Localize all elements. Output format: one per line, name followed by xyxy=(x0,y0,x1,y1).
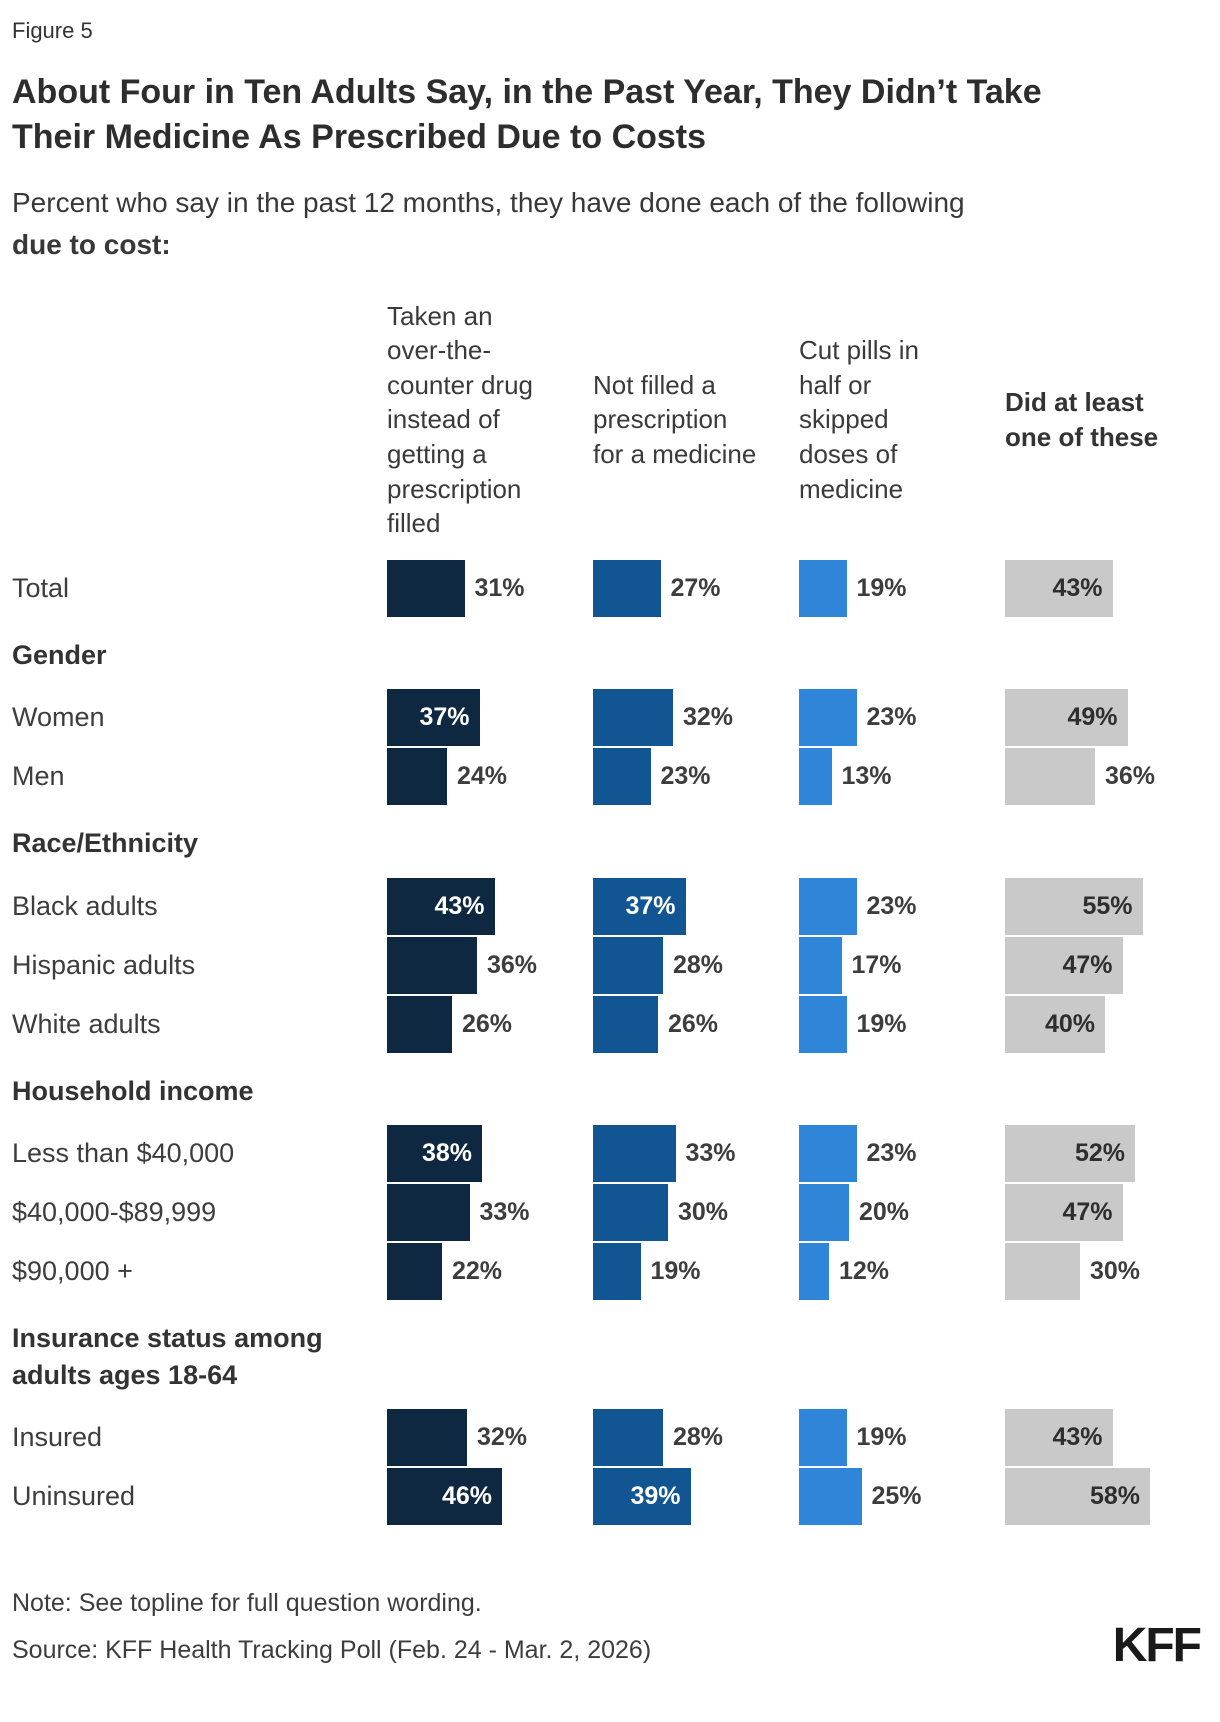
cell-40-000-89-999-col1 xyxy=(387,1184,593,1241)
bar-not-filled-a-prescription-for--black-adults xyxy=(593,878,686,935)
bar-not-filled-a-prescription-for--white-adults xyxy=(593,996,658,1053)
cell-total-col1 xyxy=(387,560,593,617)
value-label-insured-col1: 32% xyxy=(477,1422,528,1451)
cell-hispanic-adults-col1 xyxy=(387,937,593,994)
value-label-hispanic-adults-col4: 47% xyxy=(1062,950,1113,979)
bar-row-insured xyxy=(12,1409,1206,1466)
subtitle-regular: Percent who say in the past 12 months, they have done each of the following xyxy=(12,186,965,218)
cell-hispanic-adults-col3 xyxy=(799,937,1005,994)
value-label-total-col3: 19% xyxy=(856,573,907,602)
value-label-uninsured-col3: 25% xyxy=(871,1481,922,1510)
section-header-household-income: Household income xyxy=(12,1075,254,1106)
row-label-insured: Insured xyxy=(12,1421,103,1452)
value-label-black-adults-col4: 55% xyxy=(1082,891,1133,920)
cell-white-adults-col2 xyxy=(593,996,799,1053)
column-4 xyxy=(1005,385,1211,454)
row-label-90-000: $90,000 + xyxy=(12,1256,133,1287)
value-label-total-col4: 43% xyxy=(1052,573,1103,602)
cell-men-col4 xyxy=(1005,748,1211,805)
bar-taken-an-over-the-counter-drug-hispanic-adults xyxy=(387,937,477,994)
bar-cut-pills-in-half-or-skipped-d-uninsured xyxy=(799,1468,862,1525)
value-label-total-col2: 27% xyxy=(670,573,721,602)
bar-did-at-least-one-of-these-total xyxy=(1005,560,1113,617)
cell-white-adults-col1 xyxy=(387,996,593,1053)
bar-taken-an-over-the-counter-drug-90-000 xyxy=(387,1243,442,1300)
cell-total-col4 xyxy=(1005,560,1211,617)
value-label-white-adults-col2: 26% xyxy=(668,1009,719,1038)
value-label-black-adults-col3: 23% xyxy=(866,891,917,920)
value-label-men-col2: 23% xyxy=(660,762,711,791)
cell-less-than-40-000-col1 xyxy=(387,1125,593,1182)
cell-40-000-89-999-col3 xyxy=(799,1184,1005,1241)
value-label-less-than-40-000-col3: 23% xyxy=(866,1139,917,1168)
value-label-insured-col4: 43% xyxy=(1052,1422,1103,1451)
bar-cut-pills-in-half-or-skipped-d-40-000-89-999 xyxy=(799,1184,849,1241)
value-label-40-000-89-999-col4: 47% xyxy=(1062,1198,1113,1227)
column-header-cut-pills-in-half-or-skipped-d: Cut pills in half or skipped doses of medicine xyxy=(799,335,919,504)
cell-insured-col4 xyxy=(1005,1409,1211,1466)
bar-not-filled-a-prescription-for--uninsured xyxy=(593,1468,691,1525)
cell-90-000-col1 xyxy=(387,1243,593,1300)
bar-not-filled-a-prescription-for--insured xyxy=(593,1409,663,1466)
cell-less-than-40-000-col2 xyxy=(593,1125,799,1182)
cell-uninsured-col3 xyxy=(799,1468,1005,1525)
value-label-women-col4: 49% xyxy=(1067,703,1118,732)
bar-did-at-least-one-of-these-black-adults xyxy=(1005,878,1143,935)
bar-not-filled-a-prescription-for--90-000 xyxy=(593,1243,641,1300)
value-label-90-000-col2: 19% xyxy=(650,1257,701,1286)
value-label-40-000-89-999-col3: 20% xyxy=(859,1198,910,1227)
kff-logo: KFF xyxy=(1112,1618,1200,1672)
row-label-women: Women xyxy=(12,702,105,733)
cell-women-col2 xyxy=(593,689,799,746)
bar-taken-an-over-the-counter-drug-insured xyxy=(387,1409,467,1466)
bar-cut-pills-in-half-or-skipped-d-total xyxy=(799,560,847,617)
bar-not-filled-a-prescription-for--40-000-89-999 xyxy=(593,1184,668,1241)
source-text: Source: KFF Health Tracking Poll (Feb. 24 - Mar. 2, 2026) xyxy=(12,1635,652,1664)
bar-cut-pills-in-half-or-skipped-d-insured xyxy=(799,1409,847,1466)
value-label-women-col3: 23% xyxy=(866,703,917,732)
bar-taken-an-over-the-counter-drug-uninsured xyxy=(387,1468,502,1525)
chart-rows xyxy=(12,560,1206,1525)
bar-did-at-least-one-of-these-uninsured xyxy=(1005,1468,1150,1525)
value-label-less-than-40-000-col4: 52% xyxy=(1074,1139,1125,1168)
cell-hispanic-adults-col4 xyxy=(1005,937,1211,994)
row-label-uninsured: Uninsured xyxy=(12,1480,136,1511)
value-label-total-col1: 31% xyxy=(474,573,525,602)
cell-90-000-col3 xyxy=(799,1243,1005,1300)
bar-taken-an-over-the-counter-drug-white-adults xyxy=(387,996,452,1053)
value-label-hispanic-adults-col2: 28% xyxy=(673,950,724,979)
value-label-hispanic-adults-col1: 36% xyxy=(487,950,538,979)
section-header-insurance-status-among-adults-: Insurance status among adults ages 18-64 xyxy=(12,1323,323,1390)
bar-did-at-least-one-of-these-men xyxy=(1005,748,1095,805)
cell-less-than-40-000-col4 xyxy=(1005,1125,1211,1182)
row-label-black-adults: Black adults xyxy=(12,890,158,921)
bar-not-filled-a-prescription-for--total xyxy=(593,560,661,617)
bar-row-black-adults xyxy=(12,878,1206,935)
cell-40-000-89-999-col2 xyxy=(593,1184,799,1241)
bar-row-90-000 xyxy=(12,1243,1206,1300)
row-label-total: Total xyxy=(12,572,70,603)
bar-cut-pills-in-half-or-skipped-d-men xyxy=(799,748,832,805)
subtitle-bold: due to cost: xyxy=(12,228,171,260)
value-label-men-col3: 13% xyxy=(841,762,892,791)
cell-less-than-40-000-col3 xyxy=(799,1125,1005,1182)
cell-insured-col1 xyxy=(387,1409,593,1466)
value-label-white-adults-col3: 19% xyxy=(856,1009,907,1038)
cell-90-000-col4 xyxy=(1005,1243,1211,1300)
cell-uninsured-col1 xyxy=(387,1468,593,1525)
row-label-less-than-40-000: Less than $40,000 xyxy=(12,1138,235,1169)
row-label-white-adults: White adults xyxy=(12,1008,161,1039)
value-label-90-000-col4: 30% xyxy=(1090,1257,1141,1286)
row-label-hispanic-adults: Hispanic adults xyxy=(12,949,196,980)
bar-row-hispanic-adults xyxy=(12,937,1206,994)
bar-cut-pills-in-half-or-skipped-d-less-than-40-000 xyxy=(799,1125,857,1182)
value-label-40-000-89-999-col2: 30% xyxy=(678,1198,729,1227)
value-label-insured-col3: 19% xyxy=(856,1422,907,1451)
cell-insured-col2 xyxy=(593,1409,799,1466)
value-label-90-000-col1: 22% xyxy=(452,1257,503,1286)
value-label-uninsured-col1: 46% xyxy=(441,1481,492,1510)
bar-did-at-least-one-of-these-white-adults xyxy=(1005,996,1105,1053)
bar-did-at-least-one-of-these-less-than-40-000 xyxy=(1005,1125,1135,1182)
value-label-40-000-89-999-col1: 33% xyxy=(479,1198,530,1227)
cell-uninsured-col4 xyxy=(1005,1468,1211,1525)
column-1 xyxy=(387,299,593,541)
bar-row-40-000-89-999 xyxy=(12,1184,1206,1241)
bar-cut-pills-in-half-or-skipped-d-white-adults xyxy=(799,996,847,1053)
bar-did-at-least-one-of-these-90-000 xyxy=(1005,1243,1080,1300)
bar-row-uninsured xyxy=(12,1468,1206,1525)
value-label-white-adults-col4: 40% xyxy=(1044,1009,1095,1038)
bar-taken-an-over-the-counter-drug-black-adults xyxy=(387,878,495,935)
cell-men-col1 xyxy=(387,748,593,805)
cell-black-adults-col1 xyxy=(387,878,593,935)
bar-cut-pills-in-half-or-skipped-d-black-adults xyxy=(799,878,857,935)
cell-women-col4 xyxy=(1005,689,1211,746)
column-header-taken-an-over-the-counter-drug: Taken an over-the-counter drug instead of getting a prescription filled xyxy=(387,300,533,539)
value-label-hispanic-adults-col3: 17% xyxy=(851,950,902,979)
cell-total-col3 xyxy=(799,560,1005,617)
bar-not-filled-a-prescription-for--hispanic-adults xyxy=(593,937,663,994)
bar-taken-an-over-the-counter-drug-total xyxy=(387,560,465,617)
bar-cut-pills-in-half-or-skipped-d-90-000 xyxy=(799,1243,829,1300)
value-label-90-000-col3: 12% xyxy=(839,1257,890,1286)
bar-did-at-least-one-of-these-women xyxy=(1005,689,1128,746)
column-headers xyxy=(12,294,1206,546)
cell-total-col2 xyxy=(593,560,799,617)
value-label-less-than-40-000-col2: 33% xyxy=(685,1139,736,1168)
bar-did-at-least-one-of-these-40-000-89-999 xyxy=(1005,1184,1123,1241)
cell-insured-col3 xyxy=(799,1409,1005,1466)
value-label-women-col2: 32% xyxy=(683,703,734,732)
chart-subtitle xyxy=(12,182,1092,266)
cell-white-adults-col4 xyxy=(1005,996,1211,1053)
cell-black-adults-col4 xyxy=(1005,878,1211,935)
value-label-white-adults-col1: 26% xyxy=(462,1009,513,1038)
cell-women-col3 xyxy=(799,689,1005,746)
value-label-black-adults-col1: 43% xyxy=(434,891,485,920)
value-label-black-adults-col2: 37% xyxy=(625,891,676,920)
column-header-did-at-least-one-of-these: Did at least one of these xyxy=(1005,387,1159,452)
bar-row-less-than-40-000 xyxy=(12,1125,1206,1182)
bar-taken-an-over-the-counter-drug-women xyxy=(387,689,480,746)
column-2 xyxy=(593,368,799,472)
cell-men-col3 xyxy=(799,748,1005,805)
cell-40-000-89-999-col4 xyxy=(1005,1184,1211,1241)
bar-did-at-least-one-of-these-insured xyxy=(1005,1409,1113,1466)
section-header-gender: Gender xyxy=(12,639,107,670)
cell-men-col2 xyxy=(593,748,799,805)
bar-taken-an-over-the-counter-drug-less-than-40-000 xyxy=(387,1125,482,1182)
figure-label: Figure 5 xyxy=(12,18,93,43)
bar-taken-an-over-the-counter-drug-40-000-89-999 xyxy=(387,1184,470,1241)
value-label-men-col4: 36% xyxy=(1105,762,1156,791)
row-label-men: Men xyxy=(12,761,65,792)
bar-not-filled-a-prescription-for--women xyxy=(593,689,673,746)
bar-row-total xyxy=(12,560,1206,617)
value-label-women-col1: 37% xyxy=(419,703,470,732)
cell-women-col1 xyxy=(387,689,593,746)
cell-white-adults-col3 xyxy=(799,996,1005,1053)
bar-cut-pills-in-half-or-skipped-d-women xyxy=(799,689,857,746)
value-label-uninsured-col2: 39% xyxy=(630,1481,681,1510)
bar-not-filled-a-prescription-for--less-than-40-000 xyxy=(593,1125,676,1182)
cell-black-adults-col3 xyxy=(799,878,1005,935)
column-header-not-filled-a-prescription-for-: Not filled a prescription for a medicine xyxy=(593,369,757,470)
chart-title: About Four in Ten Adults Say, in the Past Year, They Didn’t Take Their Medicine As Prescribed Due to Costs xyxy=(12,73,1042,156)
bar-row-women xyxy=(12,689,1206,746)
bar-row-men xyxy=(12,748,1206,805)
value-label-men-col1: 24% xyxy=(457,762,508,791)
value-label-insured-col2: 28% xyxy=(673,1422,724,1451)
bar-cut-pills-in-half-or-skipped-d-hispanic-adults xyxy=(799,937,842,994)
column-3 xyxy=(799,333,1005,506)
row-label-40-000-89-999: $40,000-$89,999 xyxy=(12,1197,217,1228)
section-header-race-ethnicity: Race/Ethnicity xyxy=(12,828,199,859)
cell-hispanic-adults-col2 xyxy=(593,937,799,994)
bar-row-white-adults xyxy=(12,996,1206,1053)
bar-did-at-least-one-of-these-hispanic-adults xyxy=(1005,937,1123,994)
cell-black-adults-col2 xyxy=(593,878,799,935)
chart-footer xyxy=(12,1588,1206,1672)
value-label-uninsured-col4: 58% xyxy=(1089,1481,1140,1510)
cell-uninsured-col2 xyxy=(593,1468,799,1525)
note-text: Note: See topline for full question wording. xyxy=(12,1588,482,1617)
cell-90-000-col2 xyxy=(593,1243,799,1300)
value-label-less-than-40-000-col1: 38% xyxy=(421,1139,472,1168)
bar-taken-an-over-the-counter-drug-men xyxy=(387,748,447,805)
bar-not-filled-a-prescription-for--men xyxy=(593,748,651,805)
